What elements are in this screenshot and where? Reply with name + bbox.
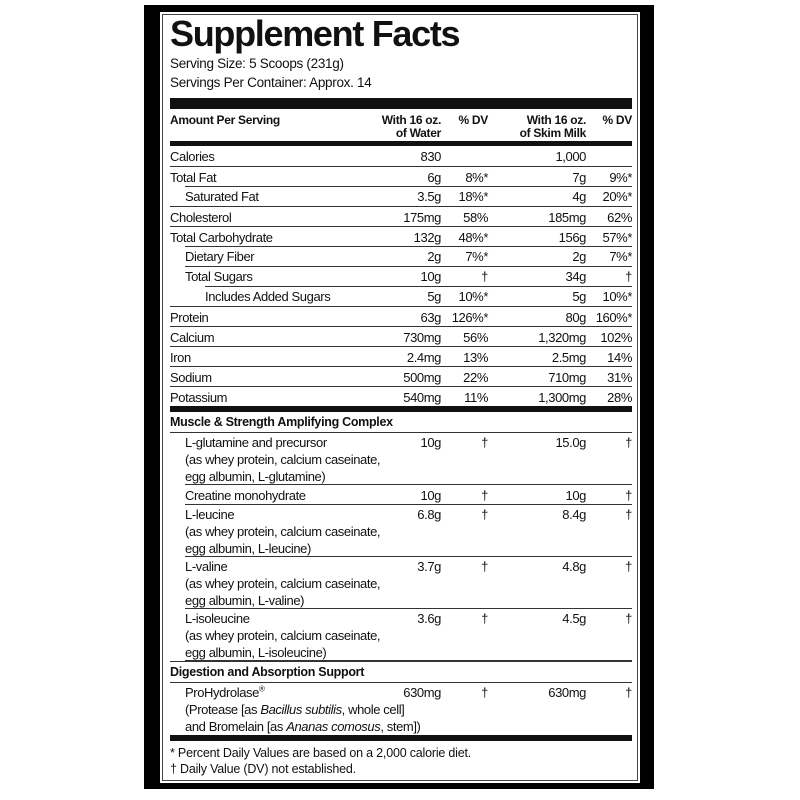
milk-dv: 28% <box>607 390 632 405</box>
milk-amount: 4.8g <box>562 559 586 574</box>
water-amount: 6g <box>427 170 441 185</box>
table-row <box>170 386 632 406</box>
water-dv: 58% <box>463 210 488 225</box>
ingredient-name: L-leucine (as whey protein, calcium caseinate, egg albumin, L-leucine) <box>185 507 381 556</box>
ingredient-name: Creatine monohydrate <box>185 488 306 503</box>
ingredient-name: L-valine (as whey protein, calcium caseinate, egg albumin, L-valine) <box>185 559 381 608</box>
milk-dv: † <box>625 559 632 574</box>
nutrient-name: Calories <box>170 149 215 164</box>
nutrient-name: Includes Added Sugars <box>205 289 331 304</box>
water-dv: † <box>481 611 488 626</box>
table-row <box>170 226 632 246</box>
table-row <box>170 346 632 366</box>
water-amount: 3.7g <box>417 559 441 574</box>
nutrient-name: Potassium <box>170 390 228 405</box>
ingredient-cell: ProHydrolase® (Protease [as Bacillus subtilis, whole cell] and Bromelain [as Ananas comosus, stem]) <box>185 684 421 734</box>
milk-amount: 10g <box>565 488 586 503</box>
milk-dv: 102% <box>600 330 632 345</box>
table-row <box>170 266 632 286</box>
water-amount: 132g <box>413 230 441 245</box>
nutrient-name: Total Carbohydrate <box>170 230 273 245</box>
milk-dv: 10%* <box>602 289 632 304</box>
milk-dv: 160%* <box>595 310 632 325</box>
milk-dv: † <box>625 611 632 626</box>
water-amount: 3.6g <box>417 611 441 626</box>
footnote-dagger: † Daily Value (DV) not established. <box>170 762 356 776</box>
water-amount: 540mg <box>403 390 441 405</box>
water-dv: † <box>481 269 488 284</box>
milk-amount: 1,320mg <box>538 330 586 345</box>
ingredient-name: L-glutamine and precursor (as whey protein, calcium caseinate, egg albumin, L-glutamine) <box>185 435 381 484</box>
water-amount: 6.8g <box>417 507 441 522</box>
table-row <box>170 206 632 226</box>
water-col-header <box>351 114 441 141</box>
milk-col-header-line2: of Skim Milk <box>519 126 586 140</box>
water-amount: 10g <box>420 488 441 503</box>
milk-amount: 2g <box>572 249 586 264</box>
water-amount: 2g <box>427 249 441 264</box>
table-row <box>170 433 632 485</box>
milk-dv: † <box>625 269 632 284</box>
milk-dv: 14% <box>607 350 632 365</box>
table-row <box>170 246 632 266</box>
nutrient-name: Iron <box>170 350 191 365</box>
nutrient-name: Protein <box>170 310 209 325</box>
table-row <box>170 609 632 661</box>
column-header <box>170 109 632 141</box>
table-row <box>170 557 632 609</box>
milk-dv: 31% <box>607 370 632 385</box>
water-amount: 63g <box>420 310 441 325</box>
footnotes <box>170 741 632 777</box>
water-dv: 48%* <box>458 230 488 245</box>
water-amount: 10g <box>420 435 441 450</box>
table-row <box>170 186 632 206</box>
milk-amount: 630mg <box>548 685 586 700</box>
water-amount: 730mg <box>403 330 441 345</box>
milk-amount: 80g <box>565 310 586 325</box>
water-amount: 830 <box>420 149 441 164</box>
milk-amount: 7g <box>572 170 586 185</box>
milk-amount: 4g <box>572 189 586 204</box>
thick-divider <box>170 98 632 109</box>
milk-amount: 5g <box>572 289 586 304</box>
milk-amount: 1,300mg <box>538 390 586 405</box>
complex-title: Muscle & Strength Amplifying Complex <box>170 412 632 433</box>
nutrient-name: Dietary Fiber <box>185 249 255 264</box>
milk-amount: 34g <box>565 269 586 284</box>
table-row <box>170 326 632 346</box>
complex-table <box>170 433 632 661</box>
milk-amount: 156g <box>558 230 586 245</box>
nutrient-name: Total Sugars <box>185 269 253 284</box>
milk-amount: 185mg <box>548 210 586 225</box>
water-amount: 2.4mg <box>406 350 441 365</box>
water-dv: 22% <box>463 370 488 385</box>
nutrient-name: Saturated Fat <box>185 189 259 204</box>
table-row <box>170 146 632 166</box>
milk-dv <box>586 148 632 166</box>
table-row <box>170 485 632 505</box>
milk-dv: † <box>625 435 632 450</box>
ingredient-name: L-isoleucine (as whey protein, calcium caseinate, egg albumin, L-isoleucine) <box>185 611 381 660</box>
milk-amount: 1,000 <box>555 149 586 164</box>
water-dv: 126%* <box>451 310 488 325</box>
supplement-facts-panel <box>160 12 640 783</box>
nutrient-table <box>170 146 632 406</box>
water-amount: 10g <box>420 269 441 284</box>
milk-dv: 20%* <box>602 189 632 204</box>
milk-amount: 2.5mg <box>551 350 586 365</box>
footnote-dv: * Percent Daily Values are based on a 2,000 calorie diet. <box>170 746 472 760</box>
water-col-header-line2: of Water <box>395 126 441 140</box>
water-amount: 500mg <box>403 370 441 385</box>
nutrient-name: Calcium <box>170 330 215 345</box>
water-dv: † <box>481 488 488 503</box>
table-row <box>170 166 632 186</box>
water-amount: 5g <box>427 289 441 304</box>
dv2-col-header: % DV <box>602 113 632 127</box>
milk-dv: † <box>625 685 632 700</box>
servings-per-container: Servings Per Container: Approx. 14 <box>170 75 372 90</box>
nutrient-name: Sodium <box>170 370 212 385</box>
table-row <box>170 683 632 735</box>
milk-dv: † <box>625 488 632 503</box>
water-dv: 56% <box>463 330 488 345</box>
nutrient-name: Cholesterol <box>170 210 232 225</box>
water-amount: 175mg <box>403 210 441 225</box>
milk-dv: 62% <box>607 210 632 225</box>
table-row <box>170 505 632 557</box>
nutrient-name: Total Fat <box>170 170 217 185</box>
water-dv: † <box>481 507 488 522</box>
water-dv <box>441 148 488 166</box>
table-row <box>170 306 632 326</box>
water-dv: † <box>481 435 488 450</box>
table-row <box>170 286 632 306</box>
dv-col-header: % DV <box>458 113 488 127</box>
milk-col-header <box>488 114 586 141</box>
ingredient-name: ProHydrolase <box>185 685 259 700</box>
title: Supplement Facts <box>170 13 460 54</box>
water-amount: 630mg <box>403 685 441 700</box>
milk-dv: 7%* <box>609 249 632 264</box>
milk-amount: 15.0g <box>555 435 586 450</box>
water-amount: 3.5g <box>417 189 441 204</box>
table-row <box>170 366 632 386</box>
registered-mark: ® <box>258 684 265 694</box>
milk-amount: 710mg <box>548 370 586 385</box>
milk-amount: 8.4g <box>562 507 586 522</box>
milk-dv: 57%* <box>602 230 632 245</box>
digestion-title: Digestion and Absorption Support <box>170 661 632 683</box>
milk-dv: 9%* <box>609 170 632 185</box>
water-dv: † <box>481 685 488 700</box>
water-dv: 7%* <box>465 249 488 264</box>
amount-per-serving: Amount Per Serving <box>170 113 280 127</box>
milk-dv: † <box>625 507 632 522</box>
water-dv: 10%* <box>458 289 488 304</box>
water-dv: 11% <box>464 390 488 405</box>
water-dv: 18%* <box>458 189 488 204</box>
milk-col-header-line1: With 16 oz. <box>526 113 586 127</box>
water-col-header-line1: With 16 oz. <box>381 113 441 127</box>
serving-size: Serving Size: 5 Scoops (231g) <box>170 56 344 71</box>
water-dv: 8%* <box>465 170 488 185</box>
water-dv: † <box>481 559 488 574</box>
water-dv: 13% <box>463 350 488 365</box>
milk-amount: 4.5g <box>562 611 586 626</box>
